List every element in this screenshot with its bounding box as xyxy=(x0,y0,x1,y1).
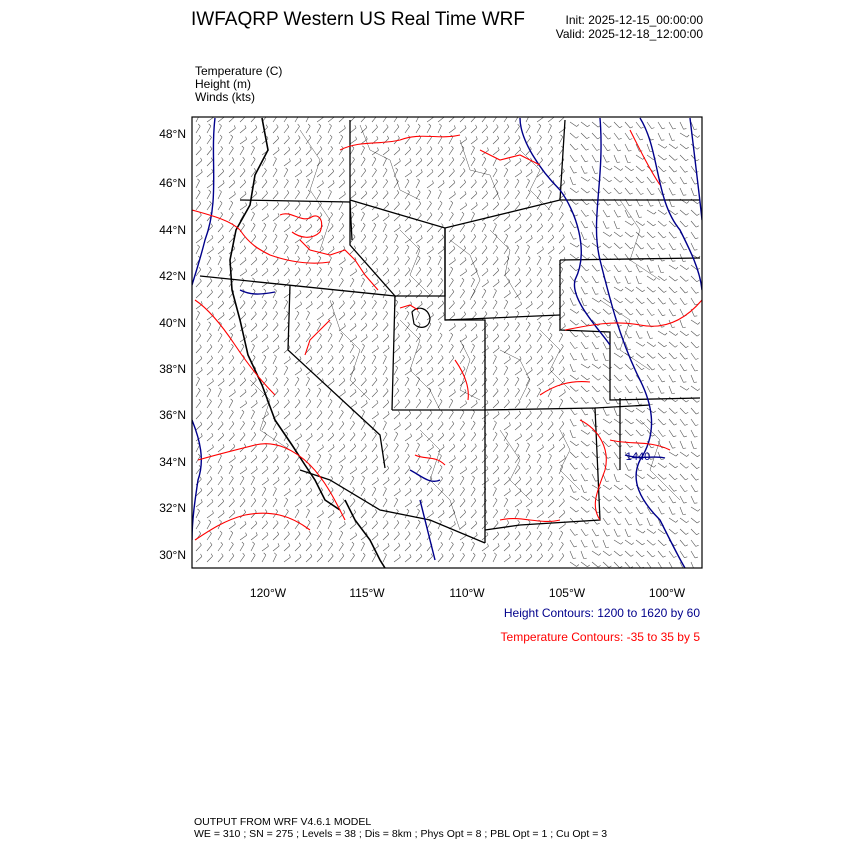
lat-label: 38°N xyxy=(159,362,186,376)
temperature-contour-legend: Temperature Contours: -35 to 35 by 5 xyxy=(500,630,700,644)
valid-time: Valid: 2025-12-18_12:00:00 xyxy=(555,27,703,41)
height-contour-label: 1440 xyxy=(625,451,651,463)
lon-label: 115°W xyxy=(349,586,385,600)
field-label-temperature: Temperature (C) xyxy=(195,64,283,78)
field-label-height: Height (m) xyxy=(195,77,252,91)
wind-barbs xyxy=(196,113,700,570)
height-contour-legend: Height Contours: 1200 to 1620 by 60 xyxy=(503,606,700,620)
lat-label: 34°N xyxy=(159,455,186,469)
init-time: Init: 2025-12-15_00:00:00 xyxy=(565,13,703,27)
lon-label: 110°W xyxy=(449,586,485,600)
lat-label: 48°N xyxy=(159,127,186,141)
great-salt-lake xyxy=(412,308,430,327)
lon-label: 105°W xyxy=(548,586,586,600)
map-content xyxy=(192,113,702,570)
lon-label: 100°W xyxy=(648,586,686,600)
map-title: IWFAQRP Western US Real Time WRF xyxy=(191,9,525,30)
lat-label: 42°N xyxy=(159,269,186,283)
lat-label: 40°N xyxy=(159,316,186,330)
longitude-axis xyxy=(250,586,686,600)
model-output-line: OUTPUT FROM WRF V4.6.1 MODEL xyxy=(194,816,372,828)
lon-label: 120°W xyxy=(249,586,287,600)
latitude-axis xyxy=(159,127,186,562)
lat-label: 30°N xyxy=(159,548,186,562)
field-label-winds: Winds (kts) xyxy=(195,90,255,104)
wind-barb-field xyxy=(196,113,700,570)
temperature-contours xyxy=(192,130,702,540)
lat-label: 46°N xyxy=(159,176,186,190)
lat-label: 32°N xyxy=(159,501,186,515)
model-config-line: WE = 310 ; SN = 275 ; Levels = 38 ; Dis = 8km ; Phys Opt = 8 ; PBL Opt = 1 ; Cu Opt = 3 xyxy=(194,828,608,840)
lat-label: 36°N xyxy=(159,408,186,422)
lat-label: 44°N xyxy=(159,223,186,237)
